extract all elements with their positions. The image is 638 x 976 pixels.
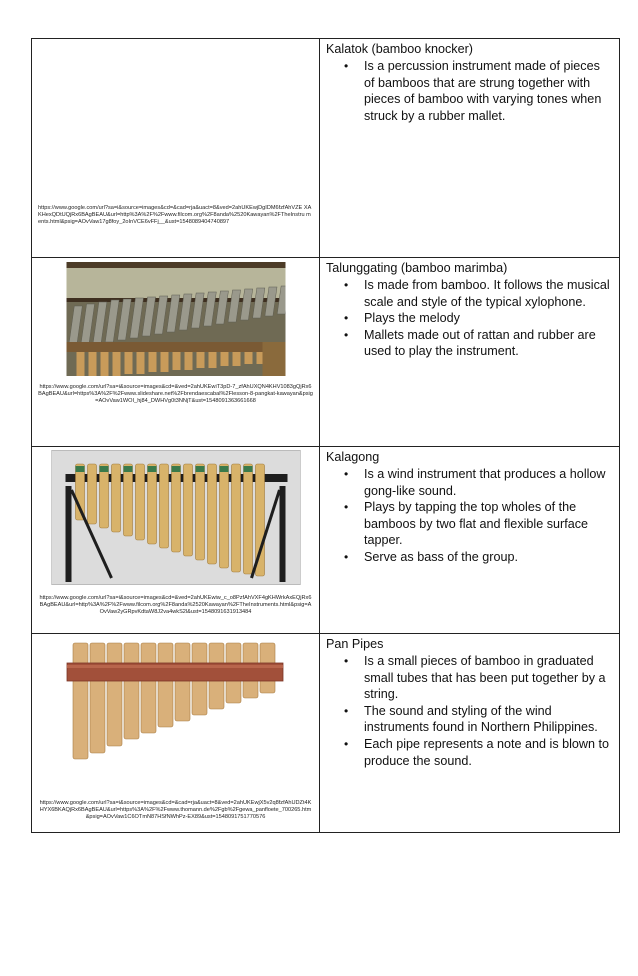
instrument-title: Pan Pipes xyxy=(326,637,384,651)
instrument-title: Kalagong xyxy=(326,450,380,464)
list-item: • Is a small pieces of bamboo in graduated small tubes that has been put together by a string. xyxy=(364,653,613,703)
description-list xyxy=(326,653,613,769)
instrument-table xyxy=(31,38,620,833)
bamboo-marimba-image xyxy=(66,262,285,376)
table-row xyxy=(32,634,620,833)
instrument-title: Talunggating (bamboo marimba) xyxy=(326,261,508,275)
list-item: • Is a wind instrument that produces a hollow gong-like sound. xyxy=(364,466,613,499)
list-item: • Plays by tapping the top wholes of the bamboos by two flat and flexible surface tapper. xyxy=(364,499,613,549)
table-row xyxy=(32,447,620,634)
list-item: • Is a percussion instrument made of pieces of bamboos that are strung together with pieces of bamboo with varying tones when struck by a rubber mallet. xyxy=(364,58,613,124)
image-cell xyxy=(32,39,320,258)
table-row xyxy=(32,258,620,447)
image-source-url: https://www.google.com/url?sa=i&source=images&cd=&ved=2ahUKEwiw_c_o8PzfAhVXF4gKHWrkAxEQjRx6BAgBEAU&url=http%3A%2F%2Fwww.filcom.org%2F8anda%2520Kawayan%2FTheInstruments.html&psig=AOvVaw2yGRpvKdtaW8J2va4wkS2l&ust=1548091631913484 xyxy=(39,595,312,616)
description-cell xyxy=(320,634,620,833)
description-list xyxy=(326,466,613,566)
description-list xyxy=(326,58,613,124)
list-item: • Is made from bamboo. It follows the musical scale and style of the typical xylophone. xyxy=(364,277,613,310)
image-source-url: https://www.google.com/url?sa=i&source=images&cd=&cad=rja&uact=8&ved=2ahUKEwjX5v2q8fzfAhUDZt4KHYX6BKAQjRx6BAgBEAU&url=https%3A%2F%2Fwww.thomann.de%2Fgb%2Fgewa_panfloete_700265.htm&psig=AOvVaw1C6OTmN87HSfNWhPz-EX89&ust=1548091751770576 xyxy=(39,800,312,821)
instrument-title: Kalatok (bamboo knocker) xyxy=(326,42,473,56)
image-cell xyxy=(32,634,320,833)
table-row xyxy=(32,39,620,258)
image-cell xyxy=(32,447,320,634)
description-cell xyxy=(320,258,620,447)
description-list xyxy=(326,277,613,360)
image-source-url: https://www.google.com/url?sa=i&source=images&cd=&ved=2ahUKEwiT3pD-7_zfAhUXQN4KHV1083gQjRx6BAgBEAU&url=https%3A%2F%2Fwww.slideshare.net%2Fbrendaescabal%2Flesson-8-pangkat-kawayan&psig=AOvVaw1WOI_hj84_DWHVg0t3NNjT&ust=1548091363661668 xyxy=(38,384,313,405)
image-source-url: https://www.google.com/url?sa=i&source=images&cd=&cad=rja&uact=8&ved=2ahUKEwjDgIDM6fzfAhVZE XAKHexQDtUQjRx6BAgBEAU&url=http%3A%2F%2Fwww.filcom.org%2F8anda%2520Kawayan%2FTheInstru ments.html&psig=AOvVaw17g8foy_2oInVCE6vFFj__&ust=1548089404740897 xyxy=(38,205,312,226)
list-item: • Serve as bass of the group. xyxy=(364,549,613,566)
description-cell xyxy=(320,39,620,258)
list-item: • Mallets made out of rattan and rubber are used to play the instrument. xyxy=(364,327,613,360)
kalagong-image xyxy=(51,450,300,585)
pan-pipes-image xyxy=(65,639,287,763)
description-cell xyxy=(320,447,620,634)
image-cell xyxy=(32,258,320,447)
list-item: • Plays the melody xyxy=(364,310,613,327)
list-item: • Each pipe represents a note and is blown to produce the sound. xyxy=(364,736,613,769)
list-item: • The sound and styling of the wind instruments found in Northern Philippines. xyxy=(364,703,613,736)
